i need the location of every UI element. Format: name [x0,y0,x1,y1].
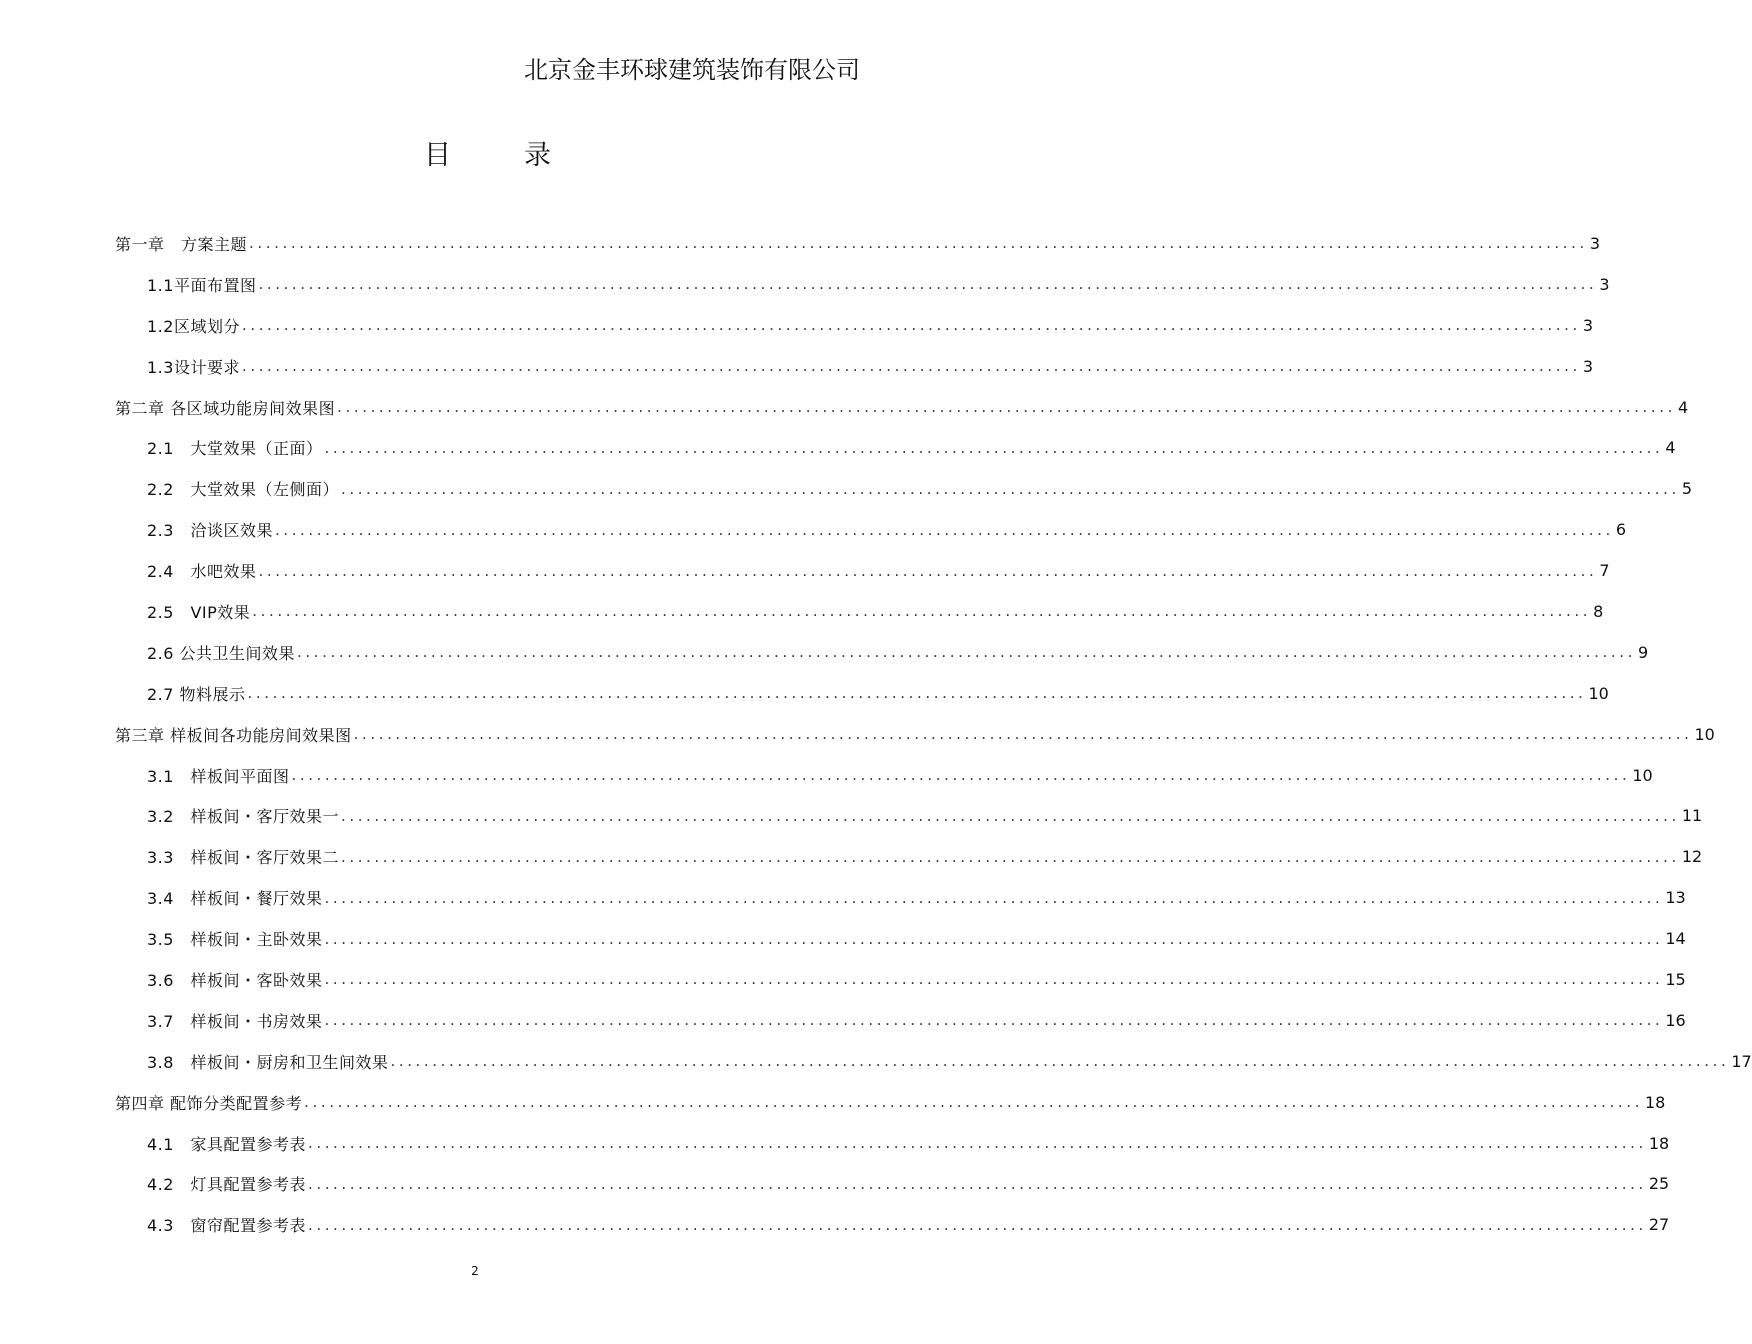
table-of-contents [115,223,1752,1245]
toc-entry-label: 2.1 大堂效果（正面） [147,439,323,459]
toc-leader-dots: ................................................................................................................................................................ [324,438,1664,457]
toc-leader-dots: ................................................................................................................................................................ [274,520,1614,539]
toc-entry-page: 5 [1681,479,1693,499]
toc-entry-label: 第二章 各区域功能房间效果图 [115,398,336,418]
toc-entry-page: 3 [1582,315,1594,335]
toc-entry[interactable] [115,550,1610,591]
toc-entry-page: 27 [1648,1215,1670,1235]
toc-entry-page: 18 [1644,1092,1666,1112]
toc-leader-dots: ................................................................................................................................................................ [249,234,1588,253]
toc-entry[interactable] [115,1123,1670,1164]
toc-entry-label: 3.5 样板间・主卧效果 [147,930,323,950]
toc-entry[interactable] [115,632,1649,673]
toc-entry-label: 2.7 物料展示 [147,684,246,704]
toc-leader-dots: ................................................................................................................................................................ [340,847,1680,866]
toc-entry-page: 3 [1582,356,1594,376]
toc-entry-label: 3.3 样板间・客厅效果二 [147,848,339,868]
toc-entry-page: 14 [1665,929,1686,949]
toc-leader-dots: ................................................................................................................................................................ [304,1093,1643,1112]
toc-entry-label: 3.8 样板间・厨房和卫生间效果 [147,1052,389,1072]
toc-leader-dots: ................................................................................................................................................................ [340,479,1680,498]
toc-entry-page: 10 [1588,683,1609,703]
toc-leader-dots: ................................................................................................................................................................ [337,398,1676,416]
toc-entry-label: 3.4 样板间・餐厅效果 [147,889,323,909]
toc-entry-label: 2.6 公共卫生间效果 [147,643,296,663]
toc-entry[interactable] [115,918,1686,959]
toc-entry[interactable] [115,1163,1670,1204]
toc-entry-label: 4.1 家具配置参考表 [147,1134,306,1154]
toc-leader-dots: ................................................................................................................................................................ [324,1011,1664,1030]
toc-leader-dots: ................................................................................................................................................................ [390,1052,1730,1071]
toc-entry[interactable] [115,877,1686,918]
toc-entry-page: 13 [1665,888,1686,908]
toc-leader-dots: ................................................................................................................................................................ [340,806,1680,825]
toc-entry-label: 第一章 方案主题 [115,234,248,254]
toc-entry-page: 11 [1681,806,1703,826]
toc-entry-page: 25 [1648,1174,1670,1194]
toc-leader-dots: ................................................................................................................................................................ [324,929,1664,948]
toc-leader-dots: ................................................................................................................................................................ [307,1134,1647,1153]
toc-entry-label: 4.3 窗帘配置参考表 [147,1216,306,1236]
page-title [0,133,950,169]
toc-entry[interactable] [115,223,1601,264]
toc-entry-page: 9 [1637,642,1649,662]
toc-leader-dots: ................................................................................................................................................................ [241,316,1581,335]
toc-entry[interactable] [115,714,1715,755]
toc-entry-page: 4 [1677,397,1689,417]
toc-entry[interactable] [115,305,1594,346]
toc-entry[interactable] [115,468,1693,509]
toc-entry-label: 2.2 大堂效果（左侧面） [147,480,339,500]
toc-entry[interactable] [115,1041,1752,1082]
toc-entry[interactable] [115,346,1594,387]
toc-entry[interactable] [115,795,1703,836]
toc-entry-page: 12 [1681,847,1703,867]
toc-leader-dots: ................................................................................................................................................................ [324,888,1664,907]
toc-entry-label: 1.1平面布置图 [147,275,257,295]
toc-entry-page: 16 [1665,1010,1686,1030]
title-char-2: 录 [524,140,551,171]
toc-entry[interactable] [115,387,1689,428]
page-number: 2 [471,1264,479,1278]
toc-entry-label: 1.3设计要求 [147,357,240,377]
toc-entry[interactable] [115,1000,1686,1041]
toc-leader-dots: ................................................................................................................................................................ [353,725,1693,744]
toc-entry[interactable] [115,959,1686,1000]
toc-leader-dots: ................................................................................................................................................................ [252,602,1592,621]
toc-leader-dots: ................................................................................................................................................................ [307,1174,1647,1193]
toc-entry-label: 第三章 样板间各功能房间效果图 [115,725,352,745]
toc-entry-label: 2.4 水吧效果 [147,562,257,582]
toc-entry-page: 8 [1593,601,1604,621]
toc-entry[interactable] [115,1082,1666,1123]
toc-entry-page: 10 [1632,765,1653,785]
toc-entry[interactable] [115,836,1703,877]
toc-entry-label: 2.5 VIP效果 [147,602,251,622]
toc-entry-page: 3 [1589,233,1601,253]
toc-entry[interactable] [115,264,1610,305]
toc-leader-dots: ................................................................................................................................................................ [307,1215,1647,1234]
toc-leader-dots: ................................................................................................................................................................ [258,275,1598,294]
toc-entry-label: 3.1 样板间平面图 [147,766,290,786]
toc-leader-dots: ................................................................................................................................................................ [258,561,1598,580]
toc-entry[interactable] [115,427,1676,468]
toc-entry-label: 3.7 样板间・书房效果 [147,1011,323,1031]
toc-entry-label: 第四章 配饰分类配置参考 [115,1093,303,1113]
toc-entry-label: 4.2 灯具配置参考表 [147,1175,306,1195]
toc-leader-dots: ................................................................................................................................................................ [247,684,1587,703]
toc-entry[interactable] [115,673,1609,714]
toc-entry-page: 4 [1665,438,1676,458]
toc-entry[interactable] [115,1204,1670,1245]
toc-entry-page: 10 [1694,724,1715,744]
company-name: 北京金丰环球建筑装饰有限公司 [524,56,860,84]
toc-entry-label: 2.3 洽谈区效果 [147,521,273,541]
toc-entry-page: 15 [1665,969,1686,989]
title-char-1: 目 [424,140,451,171]
toc-entry-page: 17 [1731,1051,1752,1071]
toc-entry-label: 3.6 样板间・客卧效果 [147,970,323,990]
toc-entry-page: 6 [1615,520,1627,540]
toc-entry-page: 18 [1648,1133,1670,1153]
toc-entry[interactable] [115,591,1604,632]
toc-entry-label: 1.2区域划分 [147,316,240,336]
toc-entry-page: 3 [1599,274,1610,294]
toc-leader-dots: ................................................................................................................................................................ [291,766,1631,785]
toc-entry[interactable] [115,755,1653,796]
toc-entry-page: 7 [1599,561,1610,581]
toc-entry-label: 3.2 样板间・客厅效果一 [147,807,339,827]
toc-entry[interactable] [115,509,1627,550]
toc-leader-dots: ................................................................................................................................................................ [241,357,1581,376]
toc-leader-dots: ................................................................................................................................................................ [297,643,1636,662]
toc-leader-dots: ................................................................................................................................................................ [324,970,1664,989]
